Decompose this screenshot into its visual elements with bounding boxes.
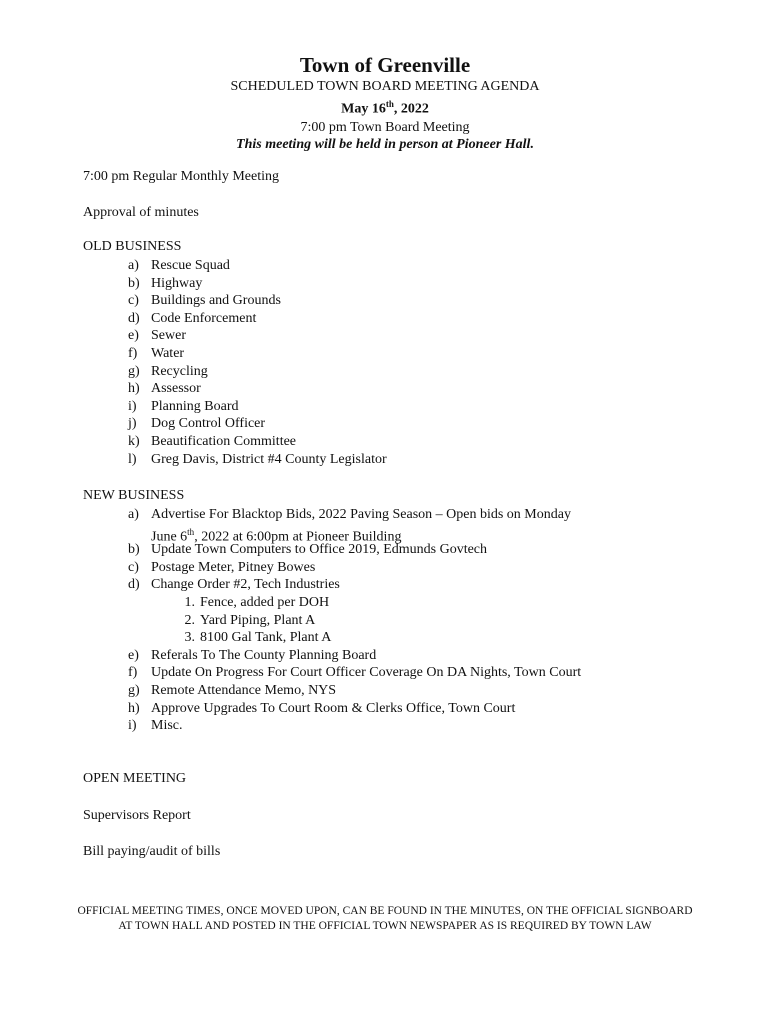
item-text: Fence, added per DOH: [200, 594, 330, 610]
meeting-date: [0, 95, 770, 119]
item-text: Referals To The County Planning Board: [151, 647, 377, 663]
sub-list-item: [173, 612, 423, 630]
item-text: Highway: [151, 275, 203, 291]
item-text: Update Town Computers to Office 2019, Edmunds Govtech: [151, 542, 488, 558]
item-text: Postage Meter, Pitney Bowes: [151, 559, 316, 575]
list-item: [128, 506, 571, 545]
approval-of-minutes: Approval of minutes: [83, 205, 199, 220]
item-text: Yard Piping, Plant A: [200, 612, 316, 628]
footer-notice: OFFICIAL MEETING TIMES, ONCE MOVED UPON, CAN BE FOUND IN THE MINUTES, ON THE OFFICIAL SIGNBOARD AT TOWN HALL AND POSTED IN THE OFFICIAL TOWN NEWSPAPER AS IS REQUIRED BY TOWN LAW: [77, 905, 693, 932]
item-marker: j): [128, 416, 137, 432]
new-business-list: [128, 506, 582, 735]
item-marker: g): [128, 682, 140, 698]
agenda-subtitle: SCHEDULED TOWN BOARD MEETING AGENDA: [230, 79, 540, 94]
item-text: Assessor: [151, 381, 201, 397]
agenda-header: [0, 52, 770, 153]
page-title: Town of Greenville: [299, 53, 471, 77]
open-meeting-heading: OPEN MEETING: [83, 771, 187, 786]
item-text: 8100 Gal Tank, Plant A: [200, 630, 332, 646]
item-marker: b): [128, 275, 140, 291]
supervisors-report: Supervisors Report: [83, 808, 191, 823]
item-text: Approve Upgrades To Court Room & Clerks Office, Town Court: [151, 700, 516, 716]
list-item: [128, 576, 378, 646]
item-text: Planning Board: [151, 398, 239, 414]
item-marker: h): [128, 381, 140, 397]
item-marker: f): [128, 665, 138, 681]
item-text: Code Enforcement: [151, 310, 257, 326]
bill-paying: Bill paying/audit of bills: [83, 844, 221, 859]
list-item: [128, 700, 516, 718]
item-text: Water: [151, 345, 185, 361]
item-text-date-rest: , 2022 at 6:00pm at Pioneer Building: [194, 529, 402, 545]
item-marker: k): [128, 433, 140, 449]
list-item: [128, 682, 378, 700]
item-marker: c): [128, 559, 139, 575]
item-text: Beautification Committee: [151, 433, 297, 449]
meeting-time: 7:00 pm Town Board Meeting: [300, 119, 470, 135]
meeting-date-suffix: th: [385, 99, 394, 109]
new-business-heading: NEW BUSINESS: [83, 488, 185, 503]
list-item: [128, 647, 378, 665]
item-text: Rescue Squad: [151, 258, 230, 273]
item-text: Remote Attendance Memo, NYS: [151, 682, 337, 698]
item-marker: 3.: [184, 630, 195, 646]
item-marker: d): [128, 577, 140, 593]
meeting-date-year: , 2022: [393, 101, 429, 117]
item-text-date-suffix: th: [187, 526, 195, 537]
item-marker: 2.: [184, 612, 195, 628]
item-text: Sewer: [151, 328, 186, 344]
item-text-continued: [151, 524, 402, 545]
item-marker: e): [128, 647, 139, 663]
list-item: [128, 559, 378, 577]
item-marker: a): [128, 258, 139, 273]
item-marker: c): [128, 293, 139, 309]
item-text: Update On Progress For Court Officer Coverage On DA Nights, Town Court: [151, 665, 582, 681]
item-text-date: June 6: [151, 529, 188, 545]
item-marker: h): [128, 700, 140, 716]
item-marker: i): [128, 398, 137, 414]
sub-list-item: [173, 594, 423, 612]
list-item: [128, 664, 582, 682]
item-text: Change Order #2, Tech Industries: [151, 577, 340, 593]
item-marker: b): [128, 542, 140, 558]
old-business-heading: OLD BUSINESS: [83, 239, 182, 254]
item-text: Advertise For Blacktop Bids, 2022 Paving Season – Open bids on Monday: [151, 507, 571, 522]
item-marker: 1.: [184, 594, 195, 610]
item-marker: l): [128, 451, 137, 467]
item-marker: g): [128, 363, 140, 379]
item-marker: a): [128, 507, 139, 522]
item-marker: d): [128, 310, 140, 326]
list-item: [128, 717, 378, 735]
list-item: [128, 541, 488, 559]
change-order-sublist: [173, 594, 423, 647]
item-marker: e): [128, 328, 139, 344]
item-text: Greg Davis, District #4 County Legislator: [151, 451, 387, 467]
sub-list-item: [173, 629, 423, 647]
item-text: Misc.: [151, 718, 183, 734]
meeting-location-notice: This meeting will be held in person at Pioneer Hall.: [236, 136, 534, 152]
item-marker: i): [128, 718, 137, 734]
meeting-date-main: May 16: [341, 101, 386, 117]
regular-meeting-line: 7:00 pm Regular Monthly Meeting: [83, 169, 279, 184]
item-marker: f): [128, 345, 138, 361]
item-text: Buildings and Grounds: [151, 293, 281, 309]
item-text: Recycling: [151, 363, 208, 379]
item-text: Dog Control Officer: [151, 416, 266, 432]
